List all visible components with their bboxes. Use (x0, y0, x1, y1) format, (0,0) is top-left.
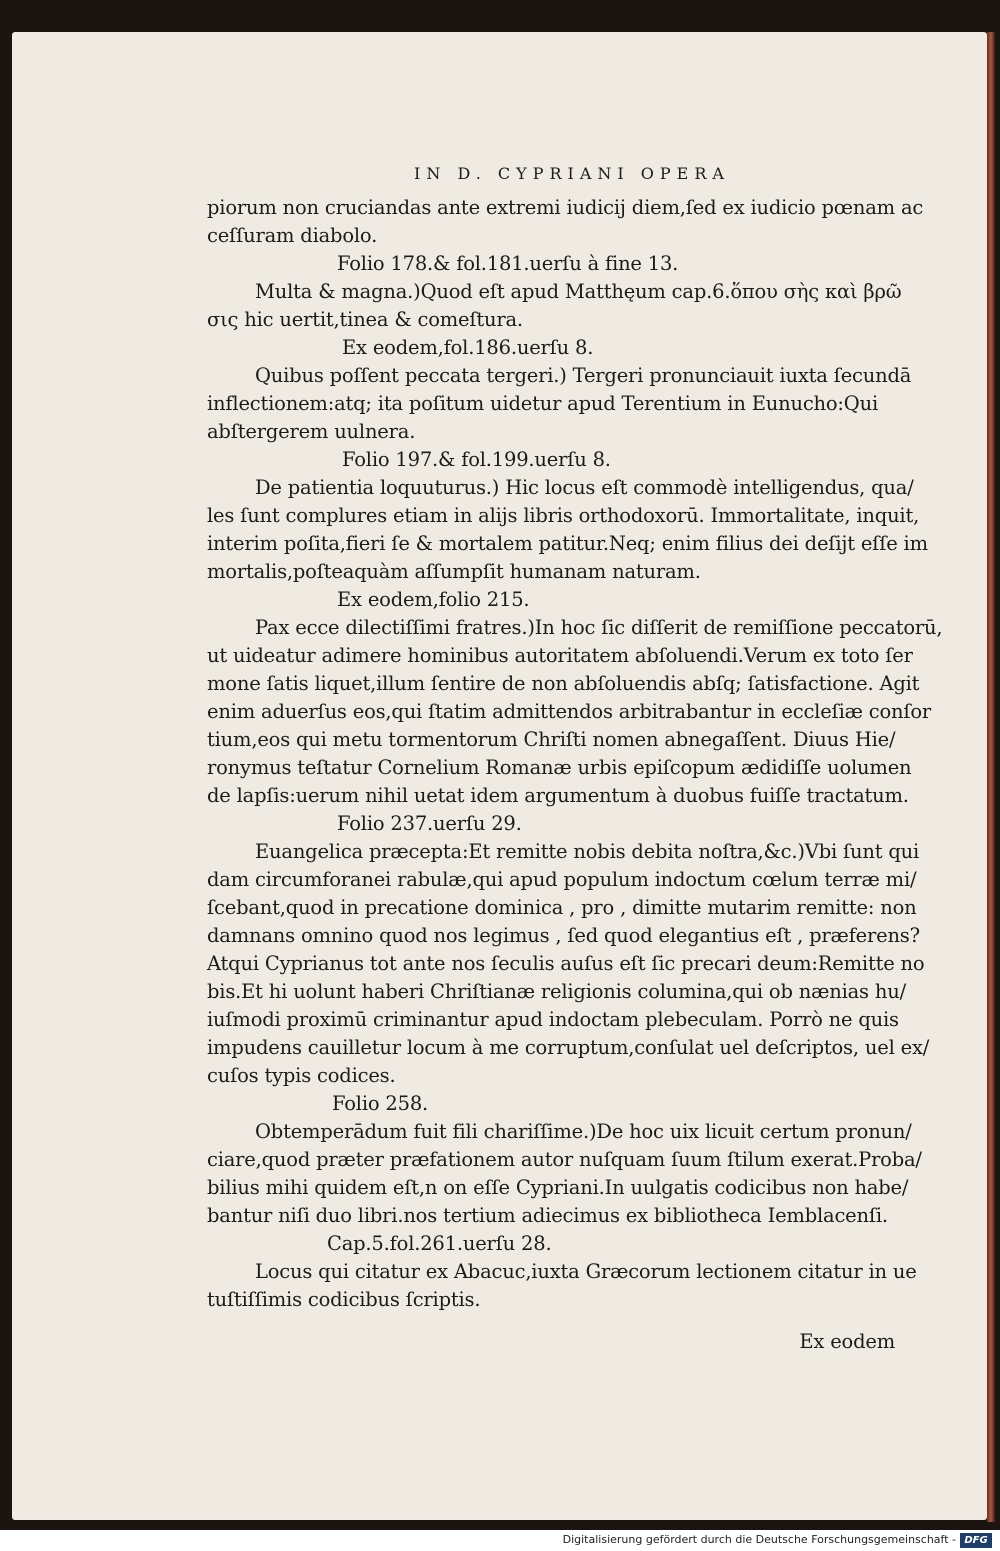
text-line: dam circumforanei rabulæ,qui apud populum indoctum cœlum terræ mi/ (207, 868, 917, 891)
dfg-logo: DFG (960, 1533, 992, 1548)
text-line: damnans omnino quod nos legimus , ſed quod elegantius eſt , præferens? (207, 924, 920, 947)
paragraph (207, 362, 912, 446)
footer-bar (0, 1530, 1000, 1551)
paragraph (207, 278, 907, 334)
paragraph (207, 474, 928, 586)
text-line: impudens cauilletur locum à me corruptum,conſulat uel deſcriptos, uel ex/ (207, 1036, 930, 1059)
text-line: bilius mihi quidem eſt,n on eſſe Cypriani.In uulgatis codicibus non habe/ (207, 1176, 909, 1199)
catchword: Ex eodem (799, 1330, 895, 1353)
page-edge (987, 32, 995, 1522)
body-text (207, 194, 943, 1314)
running-head: IN D. CYPRIANI OPERA (414, 164, 730, 183)
text-line: iuſmodi proximū criminantur apud indoctam plebeculam. Porrò ne quis (207, 1008, 899, 1031)
folio-reference: Folio 258. (332, 1092, 429, 1115)
text-line: enim aduerſus eos,qui ſtatim admittendos arbitrabantur in eccleſiæ conſor (207, 700, 932, 723)
text-line: les ſunt complures etiam in alijs libris orthodoxorū. Immortalitate, inquit, (207, 504, 920, 527)
text-line: tuſtiſſimis codicibus ſcriptis. (207, 1288, 481, 1311)
text-line: De patientia loquuturus.) Hic locus eſt commodè intelligendus, qua/ (255, 476, 914, 499)
text-line: Pax ecce dilectiſſimi fratres.)In hoc ſic diſſerit de remiſſione peccatorū, (255, 616, 943, 639)
folio-reference: Ex eodem,fol.186.uerſu 8. (342, 336, 594, 359)
text-line: abſtergerem uulnera. (207, 420, 416, 443)
paragraph (207, 194, 924, 250)
text-line: ronymus teſtatur Cornelium Romanæ urbis epiſcopum ædidiſſe uolumen (207, 756, 912, 779)
text-line: de lapſis:uerum nihil uetat idem argumentum à duobus fuiſſe tractatum. (207, 784, 909, 807)
text-line: Multa & magna.)Quod eſt apud Matthęum cap.6.ὅπου σὴς καὶ βρῶ (255, 280, 902, 303)
folio-reference: Folio 178.& fol.181.uerſu à fine 13. (337, 252, 679, 275)
text-line: Quibus poſſent peccata tergeri.) Tergeri pronunciauit iuxta ſecundā (255, 364, 912, 387)
text-line: bantur niſi duo libri.nos tertium adiecimus ex bibliotheca Iemblacenſi. (207, 1204, 888, 1227)
text-line: σις hic uertit,tinea & comeſtura. (207, 308, 523, 331)
footer-credit: Digitalisierung gefördert durch die Deutsche Forschungsgemeinschaft - (562, 1533, 956, 1546)
paragraph (207, 1118, 922, 1230)
text-line: Euangelica præcepta:Et remitte nobis debita noſtra,&c.)Vbi ſunt qui (255, 840, 920, 863)
text-line: interim poſita,fieri ſe & mortalem patitur.Neq; enim filius dei deſijt eſſe im (207, 532, 928, 555)
text-line: tium,eos qui metu tormentorum Chriſti nomen abnegaſſent. Diuus Hie/ (207, 728, 896, 751)
text-line: inflectionem:atq; ita poſitum uidetur apud Terentium in Eunucho:Qui (207, 392, 878, 415)
text-line: bis.Et hi uolunt haberi Chriſtianæ religionis columina,qui ob nænias hu/ (207, 980, 906, 1003)
folio-reference: Folio 237.uerſu 29. (337, 812, 522, 835)
paragraph (207, 614, 943, 810)
text-line: ceſſuram diabolo. (207, 224, 378, 247)
text-line: ſcebant,quod in precatione dominica , pro , dimitte mutarim remitte: non (207, 896, 917, 919)
text-line: Locus qui citatur ex Abacuc,iuxta Græcorum lectionem citatur in ue (255, 1260, 917, 1283)
paragraph (207, 1258, 917, 1314)
text-line: mone ſatis liquet,illum ſentire de non abſoluendis abſq; ſatisfactione. Agit (207, 672, 920, 695)
folio-reference: Folio 197.& fol.199.uerſu 8. (342, 448, 611, 471)
page-content (207, 160, 943, 1356)
text-line: ciare,quod præter præfationem autor nuſquam ſuum ſtilum exerat.Proba/ (207, 1148, 922, 1171)
text-line: Obtemperādum fuit fili chariſſime.)De hoc uix licuit certum pronun/ (255, 1120, 912, 1143)
paragraph (207, 838, 930, 1090)
text-line: Atqui Cyprianus tot ante nos ſeculis auſus eſt ſic precari deum:Remitte no (207, 952, 925, 975)
text-line: cuſos typis codices. (207, 1064, 396, 1087)
text-line: ut uideatur adimere hominibus autoritatem abſoluendi.Verum ex toto ſer (207, 644, 913, 667)
folio-reference: Cap.5.fol.261.uerſu 28. (327, 1232, 552, 1255)
text-line: piorum non cruciandas ante extremi iudicij diem,ſed ex iudicio pœnam ac (207, 196, 924, 219)
text-line: mortalis,poſteaquàm aſſumpſit humanam naturam. (207, 560, 701, 583)
folio-reference: Ex eodem,folio 215. (337, 588, 530, 611)
